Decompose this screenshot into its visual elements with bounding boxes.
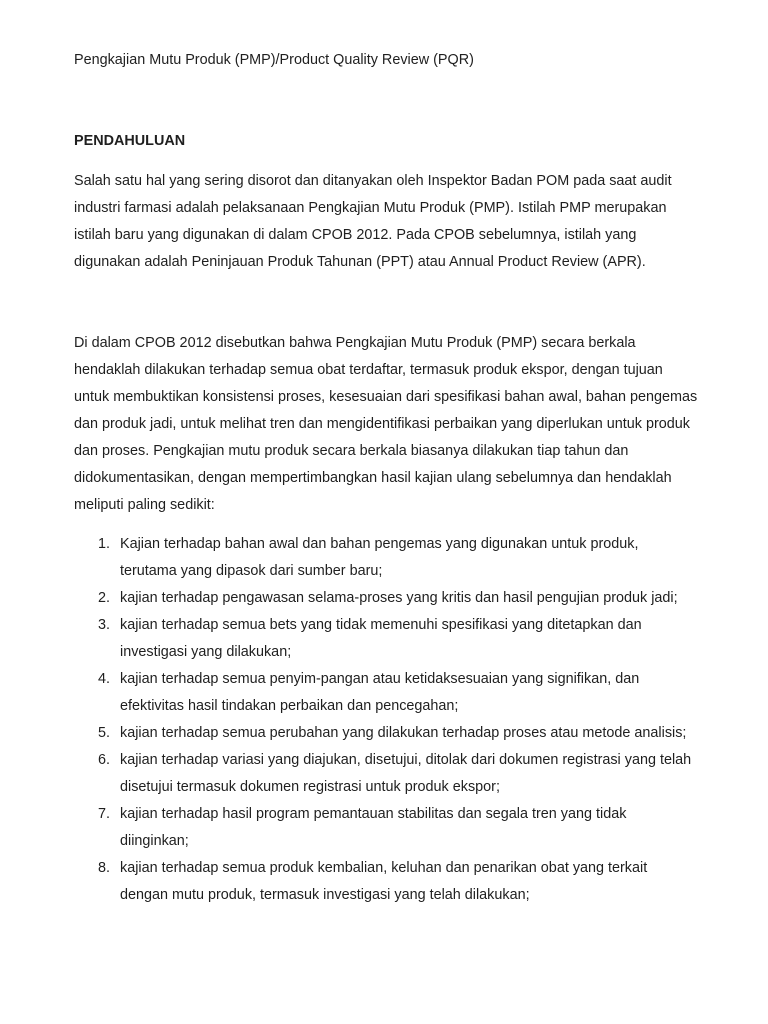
list-number: 8. [98, 860, 111, 876]
list-item [74, 801, 698, 855]
list-text: kajian terhadap pengawasan selama-proses yang kritis dan hasil pengujian produk jadi; [120, 590, 678, 606]
list-item [74, 855, 698, 909]
section-heading: PENDAHULUAN [74, 133, 186, 149]
list-text: Kajian terhadap bahan awal dan bahan pengemas yang digunakan untuk produk, terutama yang dipasok dari sumber baru; [120, 536, 639, 579]
review-items-list [74, 531, 698, 909]
list-item [74, 612, 698, 666]
list-item [74, 666, 698, 720]
list-text: kajian terhadap semua bets yang tidak memenuhi spesifikasi yang ditetapkan dan investigasi yang dilakukan; [120, 617, 642, 660]
list-number: 6. [98, 752, 111, 768]
list-text: kajian terhadap hasil program pemantauan stabilitas dan segala tren yang tidak diinginkan; [120, 806, 627, 849]
list-text: kajian terhadap semua perubahan yang dilakukan terhadap proses atau metode analisis; [120, 725, 687, 741]
list-text: kajian terhadap semua produk kembalian, keluhan dan penarikan obat yang terkait dengan mutu produk, termasuk investigasi yang telah dilakukan; [120, 860, 648, 903]
list-number: 3. [98, 617, 111, 633]
list-item [74, 747, 698, 801]
list-number: 5. [98, 725, 111, 741]
cpob-paragraph: Di dalam CPOB 2012 disebutkan bahwa Pengkajian Mutu Produk (PMP) secara berkala hendaklah dilakukan terhadap semua obat terdaftar, termasuk produk ekspor, dengan tujuan untuk membuktikan konsistensi proses, kesesuaian dari spesifikasi bahan awal, bahan pengemas dan produk jadi, untuk melihat tren dan mengidentifikasi perbaikan yang diperlukan untuk produk dan proses. Pengkajian mutu produk secara berkala biasanya dilakukan tiap tahun dan didokumentasikan, dengan mempertimbangkan hasil kajian ulang sebelumnya dan hendaklah meliputi paling sedikit: [74, 335, 698, 513]
list-item [74, 720, 698, 747]
document-title: Pengkajian Mutu Produk (PMP)/Product Quality Review (PQR) [74, 52, 474, 68]
list-number: 7. [98, 806, 111, 822]
list-number: 1. [98, 536, 111, 552]
list-item [74, 531, 698, 585]
list-item [74, 585, 698, 612]
list-number: 2. [98, 590, 111, 606]
list-text: kajian terhadap variasi yang diajukan, disetujui, ditolak dari dokumen registrasi yang telah disetujui termasuk dokumen registrasi untuk produk ekspor; [120, 752, 692, 795]
intro-paragraph: Salah satu hal yang sering disorot dan ditanyakan oleh Inspektor Badan POM pada saat audit industri farmasi adalah pelaksanaan Pengkajian Mutu Produk (PMP). Istilah PMP merupakan istilah baru yang digunakan di dalam CPOB 2012. Pada CPOB sebelumnya, istilah yang digunakan adalah Peninjauan Produk Tahunan (PPT) atau Annual Product Review (APR). [74, 173, 672, 270]
list-number: 4. [98, 671, 111, 687]
list-text: kajian terhadap semua penyim-pangan atau ketidaksesuaian yang signifikan, dan efektivitas hasil tindakan perbaikan dan pencegahan; [120, 671, 640, 714]
